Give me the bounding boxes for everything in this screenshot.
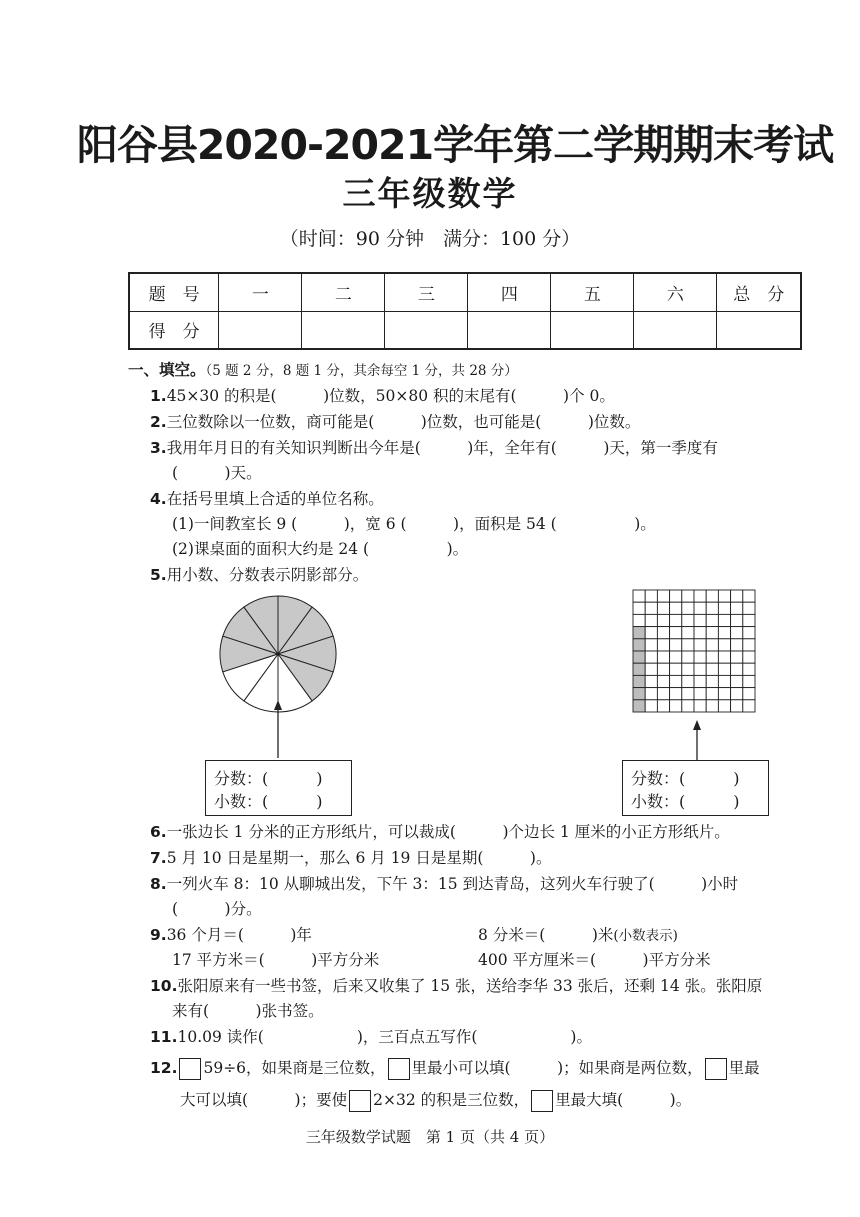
grid-cell [694,602,706,614]
grid-cell [743,675,755,687]
grid-cell [731,602,743,614]
grid-cell [633,614,645,626]
grid-cell [706,663,718,675]
grid-cell [743,590,755,602]
shaded-cell [633,651,645,663]
grid-cell [682,639,694,651]
question-2: 2.三位数除以一位数，商可能是( )位数，也可能是( )位数。 [150,413,641,431]
blank-square [531,1090,553,1112]
exam-title: 阳谷县2020-2021学年第二学期期末考试 [76,121,834,169]
grid-answer-box [622,760,769,816]
question-4-sub2: (2)课桌面的面积大约是 24 ( )。 [172,540,469,558]
grid-cell [731,663,743,675]
score-value-row [129,311,801,349]
grid-cell [731,651,743,663]
score-table [128,272,802,350]
grid-cell [645,602,657,614]
grid-cell [706,602,718,614]
grid-cell [743,663,755,675]
grid-cell [743,688,755,700]
grid-cell [670,675,682,687]
score-header-cell: 二 [302,273,385,311]
question-4: 4.在括号里填上合适的单位名称。 [150,490,384,508]
score-header-cell: 六 [634,273,717,311]
question-3: 3.我用年月日的有关知识判断出今年是( )年，全年有( )天，第一季度有 [150,439,718,457]
question-4-sub1: (1)一间教室长 9 ( )，宽 6 ( )，面积是 54 ( )。 [172,515,656,533]
section1-header [128,360,518,381]
shaded-cell [633,688,645,700]
grid-cell [706,614,718,626]
circle-answer-box [205,760,352,816]
grid-cell [657,614,669,626]
question-10-cont: 来有( )张书签。 [172,1002,324,1020]
blank-square [388,1058,410,1080]
question-12: 12. 59÷6，如果商是三位数， 里最小可以填( )；如果商是两位数， 里最 [150,1056,760,1080]
grid-cell [743,651,755,663]
blank-square [705,1058,727,1080]
grid-cell [633,602,645,614]
score-cell [385,311,468,349]
grid-cell [731,639,743,651]
grid-cell [743,614,755,626]
blank-square [179,1058,201,1080]
score-header-row [129,273,801,311]
question-1: 1.45×30 的积是( )位数，50×80 积的末尾有( )个 0。 [150,387,615,405]
fraction-label: 分数：( ) [214,769,323,788]
grid-cell [706,590,718,602]
grid-cell [694,614,706,626]
page-footer: 三年级数学试题 第 1 页（共 4 页） [305,1128,555,1146]
shaded-cell [633,675,645,687]
grid-figure [630,588,770,764]
grid-cell [743,627,755,639]
grid-cell [657,602,669,614]
grid-cell [743,602,755,614]
grid-cell [670,627,682,639]
grid-cell [670,602,682,614]
score-cell [302,311,385,349]
question-10: 10.张阳原来有一些书签，后来又收集了 15 张，送给李华 33 张后，还剩 14 张。张阳原 [150,977,763,995]
grid-arrow-head [693,720,701,730]
grid-cell [645,627,657,639]
grid-cell [645,651,657,663]
grid-cell [645,688,657,700]
score-row-label: 得 分 [129,311,219,349]
question-9b: 8 分米＝( )米(小数表示) [478,926,678,944]
exam-subtitle: 三年级数学 [342,174,518,213]
grid-cell [694,675,706,687]
grid-cell [682,700,694,712]
grid-cell [743,639,755,651]
grid-cell [706,651,718,663]
section1-note: （5 题 2 分，8 题 1 分，其余每空 1 分，共 28 分） [205,363,518,379]
grid-cell [682,688,694,700]
grid-cell [694,663,706,675]
grid-cell [718,675,730,687]
grid-cell [657,627,669,639]
shaded-cell [633,639,645,651]
question-9a: 9.36 个月＝( )年 [150,926,312,944]
blank-square [349,1090,371,1112]
grid-cell [670,614,682,626]
grid-cell [718,590,730,602]
grid-cell [657,688,669,700]
shaded-cell [633,700,645,712]
grid-cell [657,700,669,712]
grid-cell [682,675,694,687]
grid-cell [657,651,669,663]
grid-cell [670,700,682,712]
grid-cell [694,639,706,651]
grid-cell [706,639,718,651]
grid-cell [694,651,706,663]
shaded-grid [633,590,755,712]
grid-cell [718,700,730,712]
grid-cell [706,627,718,639]
question-12-cont: 大可以填( )；要使 2×32 的积是三位数， 里最大填( )。 [180,1088,691,1112]
score-header-cell: 四 [468,273,551,311]
grid-cell [718,602,730,614]
grid-cell [633,590,645,602]
grid-fraction-label: 分数：( ) [631,769,740,788]
question-3-cont: ( )天。 [172,464,262,482]
grid-cell [706,688,718,700]
grid-cell [694,590,706,602]
grid-cell [718,663,730,675]
grid-cell [682,590,694,602]
score-header-cell: 三 [385,273,468,311]
decimal-label: 小数：( ) [214,792,323,811]
score-header-cell: 一 [219,273,302,311]
grid-cell [682,663,694,675]
grid-cell [743,700,755,712]
shaded-circle [220,596,336,712]
grid-cell [682,614,694,626]
score-header-cell: 总 分 [717,273,801,311]
grid-cell [682,602,694,614]
grid-cell [657,675,669,687]
grid-cell [670,639,682,651]
grid-cell [670,651,682,663]
grid-cell [682,651,694,663]
grid-cell [645,675,657,687]
question-8: 8.一列火车 8：10 从聊城出发，下午 3：15 到达青岛，这列火车行驶了( )小时 [150,875,739,893]
shaded-cell [633,627,645,639]
grid-decimal-label: 小数：( ) [631,792,740,811]
grid-cell [694,688,706,700]
grid-cell [694,627,706,639]
question-11: 11.10.09 读作( )，三百点五写作( )。 [150,1028,592,1046]
score-header-cell: 题 号 [129,273,219,311]
score-cell [219,311,302,349]
question-9d: 400 平方厘米＝( )平方分米 [478,951,711,969]
grid-cell [670,663,682,675]
grid-cell [731,614,743,626]
grid-cell [718,639,730,651]
score-header-cell: 五 [551,273,634,311]
grid-cell [645,700,657,712]
grid-cell [718,688,730,700]
grid-cell [731,590,743,602]
question-9c: 17 平方米＝( )平方分米 [172,951,380,969]
question-5: 5.用小数、分数表示阴影部分。 [150,566,369,584]
grid-cell [718,651,730,663]
grid-cell [645,614,657,626]
grid-cell [645,590,657,602]
grid-cell [657,639,669,651]
grid-cell [645,663,657,675]
exam-meta: （时间：90 分钟 满分：100 分） [279,228,581,250]
grid-cell [682,627,694,639]
grid-cell [706,700,718,712]
grid-cell [645,639,657,651]
score-cell [468,311,551,349]
grid-cell [694,700,706,712]
grid-cell [706,675,718,687]
question-6: 6.一张边长 1 分米的正方形纸片，可以裁成( )个边长 1 厘米的小正方形纸片。 [150,823,730,841]
score-cell [551,311,634,349]
grid-cell [670,688,682,700]
grid-cell [731,700,743,712]
score-cell [717,311,801,349]
section1-title: 一、填空。 [128,361,206,379]
shaded-cell [633,663,645,675]
grid-cell [731,675,743,687]
grid-cell [718,627,730,639]
score-cell [634,311,717,349]
grid-cell [731,688,743,700]
grid-cell [657,590,669,602]
question-8-cont: ( )分。 [172,900,262,918]
grid-cell [718,614,730,626]
question-7: 7.5 月 10 日是星期一，那么 6 月 19 日是星期( )。 [150,849,552,867]
grid-cell [731,627,743,639]
grid-cell [670,590,682,602]
grid-cell [657,663,669,675]
